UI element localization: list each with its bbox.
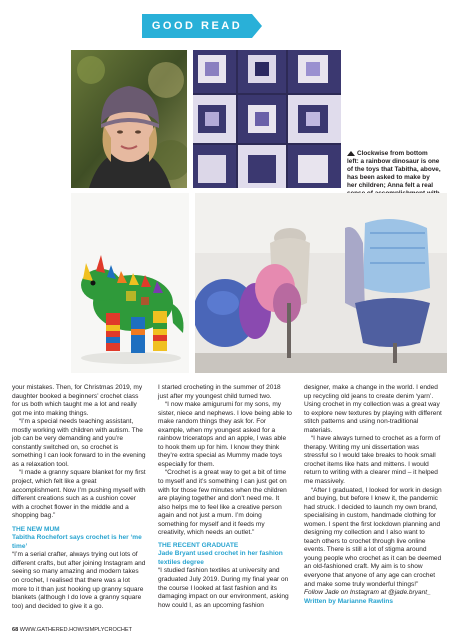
paragraph: “After I graduated, I looked for work in design and buying, but before I knew it, the pandemic had struck. I decided to launch my own brand, specialising in custom, handmade clothing for women. I spent the first lockdown planning and designing my collection and I also want to teach others to crochet through live online events. There is still a lot of stigma around young people who crochet as it can be deemed an old-fashioned craft. My aim is to show everyone that anyone of any age can crochet and make some truly wonderful things!” (304, 486, 442, 588)
paragraph: “I’m a special needs teaching assistant, mostly working with children with autism. The job can be very demanding and you’re constantly switched on, so crochet is something I can look forward to in the evening as a relaxation tool. (12, 418, 146, 468)
article-column-3 (304, 384, 442, 606)
photo-dinosaur (71, 193, 189, 373)
article-column-2 (158, 384, 292, 610)
paragraph: “Crochet is a great way to get a bit of time to myself and it’s something I can just get on with for those few minutes when the children are playing together and don’t need me. It also helps me to feel like a creative person again and not just a mum. I’m doing something for myself and it feeds my creativity, which needs an outlet.” (158, 469, 287, 537)
section-subheading: Jade Bryant used crochet in her fashion textiles degree (158, 550, 283, 566)
paragraph: I started crocheting in the summer of 2018 just after my youngest child turned two. (158, 384, 281, 400)
section-banner (142, 14, 252, 38)
instagram-credit: Follow Jade on Instagram at @jade.bryant_ (304, 589, 431, 597)
photo-granny-squares (193, 50, 341, 188)
paragraph: “I made a granny square blanket for my first project, which felt like a great accomplishment. Now I’m pushing myself with different creations such as a cushion cover with a crochet flower in the middle and a shopping bag.” (12, 469, 146, 520)
paragraph: “I have always turned to crochet as a form of therapy. Writing my uni dissertation was stressful so I would take breaks to hook small crochet items like hats and mittens. I would return to writing with a clearer mind – it helped me massively. (304, 435, 441, 486)
photo-anna (71, 50, 187, 188)
paragraph: designer, make a change in the world. I ended up recycling old jeans to create denim ‘yarn’. Using crochet in my collection was a great way to explore new textures by playing with different stitch patterns and using non-traditional materials. (304, 384, 442, 434)
photo-caption: Clockwise from bottom left: a rainbow dinosaur is one of the toys that Tabitha, above, has been asked to make by her children; Anna felt a real (347, 150, 441, 189)
page-number: 68 (12, 627, 19, 633)
paragraph: your mistakes. Then, for Christmas 2019, my daughter booked a beginners’ crochet class for us both which taught me a lot and really got me into making things. (12, 384, 143, 417)
section-subheading: Tabitha Rochefort says crochet is her ‘me time’ (12, 534, 142, 550)
author-byline: Written by Marianne Rawlins (304, 597, 394, 605)
page-footer (12, 627, 132, 633)
banner-arrow (252, 14, 262, 38)
photo-mannequins (195, 193, 447, 373)
section-heading: THE NEW MUM (12, 525, 60, 533)
banner-label: GOOD READ (151, 20, 243, 32)
caption-arrow-icon (347, 151, 355, 156)
paragraph: “I’m a serial crafter, always trying out lots of different crafts, but after joining Instagram and seeing so many amazing and modern takes on crochet, I realised that there was a lot more to it than just hooking up granny square blankets (although I do love a granny square too) and decided to give it a go. (12, 551, 146, 610)
article-column-1 (12, 384, 146, 611)
footer-url: WWW.GATHERED.HOW/SIMPLYCROCHET (19, 627, 133, 633)
paragraph: “I studied fashion textiles at university and graduated July 2019. During my final year on the course I looked at fast fashion and its damaging impact on our environment, asking how could I, as an upcoming fashion (158, 567, 289, 609)
paragraph: “I now make amigurumi for my sons, my sister, niece and nephews. I love being able to make random things they ask for. For example, when my youngest asked for a rainbow triceratops and an apple, I was able to hook them up for him. I know they think they’re extra special as Mummy made toys especially for them. (158, 401, 292, 468)
section-heading: THE RECENT GRADUATE (158, 541, 239, 549)
